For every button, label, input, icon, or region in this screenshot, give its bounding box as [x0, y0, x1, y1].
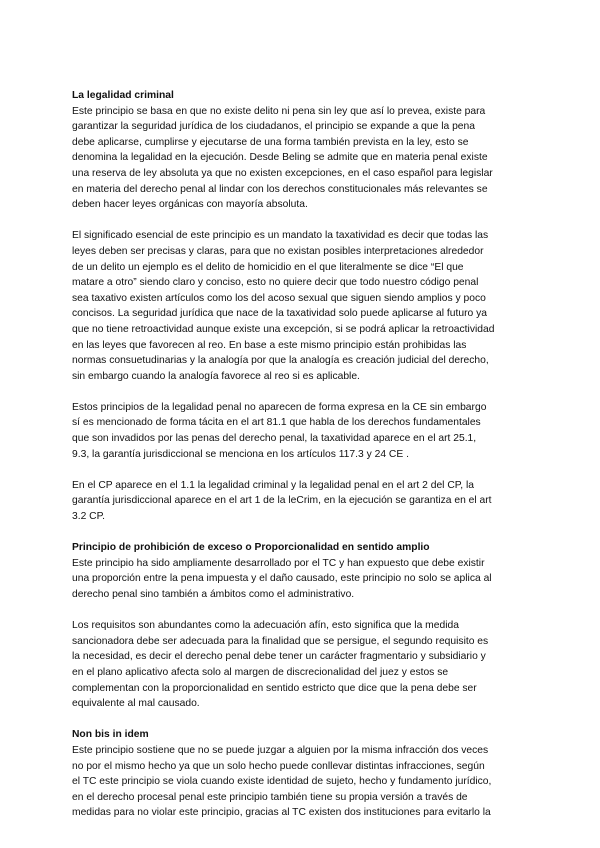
paragraph-line: no por el mismo hecho ya que un solo hecho puede conllevar distintas infracciones, según [72, 760, 485, 772]
paragraph-line: que son invadidos por las penas del derecho penal, la taxatividad aparece en el art 25.1, [72, 433, 477, 445]
paragraph-line: garantía jurisdiccional aparece en el art 1 de la leCrim, en la ejecución se garantiza en el art [72, 495, 492, 507]
body-paragraph [72, 104, 526, 213]
paragraph-line: una reserva de ley absoluta ya que no existen excepciones, en el caso español para legislar [72, 167, 493, 179]
paragraph-line: el TC este principio se viola cuando existe identidad de sujeto, hecho y fundamento jurídico, [72, 776, 492, 788]
body-paragraph [72, 478, 526, 525]
body-paragraph [72, 556, 526, 603]
section-heading: La legalidad criminal [72, 90, 174, 101]
paragraph-line: garantizar la seguridad jurídica de los ciudadanos, el principio se expande a que la pena [72, 121, 475, 133]
paragraph-line: deben hacer leyes orgánicas con mayoría absoluta. [72, 199, 308, 211]
paragraph-line: 9.3, la garantía jurisdiccional se menciona en los artículos 117.3 y 24 CE . [72, 448, 409, 460]
paragraph-line: en materia del derecho penal al lindar con los derechos constitucionales más relevantes se [72, 183, 488, 195]
paragraph-line: equivalente al mal causado. [72, 698, 200, 710]
paragraph-line: sea taxativo existen artículos como los del acoso sexual que siguen siendo amplios y poco [72, 292, 486, 304]
body-paragraph [72, 400, 526, 462]
paragraph-line: debe aplicarse, cumplirse y ejecutarse de una forma también prevista en la ley, esto se [72, 136, 469, 148]
paragraph-line: Este principio se basa en que no existe delito ni pena sin ley que así lo prevea, existe para [72, 105, 486, 117]
paragraph-line: Estos principios de la legalidad penal no aparecen de forma expresa en la CE sin embargo [72, 401, 487, 413]
paragraph-line: derecho penal sino también a ámbitos como el administrativo. [72, 589, 355, 600]
paragraph-line: 3.2 CP. [72, 511, 106, 523]
paragraph-line: sancionadora debe ser adecuada para la finalidad que se persigue, el segundo requisito es [72, 635, 489, 647]
paragraph-line: que no tiene retroactividad aunque existe una excepción, si se podrá aplicar la retroactividad [72, 323, 495, 335]
paragraph-line: concisos. La seguridad jurídica que nace de la taxatividad solo puede aplicarse al futuro ya [72, 308, 487, 320]
paragraph-line: normas consuetudinarias y la analogía por que la analogía es creación judicial del derecho, [72, 355, 489, 367]
paragraph-line: leyes deben ser precisas y claras, para que no existan posibles interpretaciones alrededor [72, 245, 484, 257]
paragraph-line: sí es mencionado de forma tácita en el art 81.1 que habla de los derechos fundamentales [72, 417, 481, 429]
paragraph-line: Este principio sostiene que no se puede juzgar a alguien por la misma infracción dos veces [72, 744, 489, 756]
section-heading: Non bis in idem [72, 729, 149, 741]
paragraph-line: medidas para no violar este principio, gracias al TC existen dos instituciones para evitarlo la [72, 807, 491, 819]
body-paragraph [72, 743, 526, 821]
paragraph-line: Los requisitos son abundantes como la adecuación afín, esto significa que la medida [72, 620, 459, 632]
body-paragraph [72, 618, 526, 712]
paragraph-line: denomina la legalidad en la ejecución. Desde Beling se admite que en materia penal existe [72, 152, 488, 164]
paragraph-line: sin embargo cuando la analogía favorece al reo si es aplicable. [72, 370, 360, 382]
body-paragraph [72, 228, 526, 384]
paragraph-line: una proporción entre la pena impuesta y el daño causado, este principio no solo se aplica al [72, 573, 492, 585]
paragraph-line: en las leyes que favorecen al reo. En base a este mismo principio están prohibidas las [72, 339, 467, 351]
paragraph-line: matare a otro” siendo claro y conciso, esto no quiere decir que todo nuestro código penal [72, 277, 479, 289]
paragraph-line: en el plano aplicativo afecta solo al margen de discrecionalidad del juez y estos se [72, 666, 449, 678]
paragraph-line: Este principio ha sido ampliamente desarrollado por el TC y han expuesto que debe existir [72, 557, 485, 569]
document-page [72, 88, 526, 837]
section-heading: Principio de prohibición de exceso o Proporcionalidad en sentido amplio [72, 542, 430, 554]
paragraph-line: en el derecho procesal penal este principio también tiene su propia versión a través de [72, 791, 468, 803]
paragraph-line: En el CP aparece en el 1.1 la legalidad criminal y la legalidad penal en el art 2 del CP, la [72, 479, 475, 491]
paragraph-line: la necesidad, es decir el derecho penal debe tener un carácter fragmentario y subsidiario y [72, 651, 486, 663]
paragraph-line: de un delito un ejemplo es el delito de homicidio en el que literalmente se dice “El que [72, 261, 464, 273]
paragraph-line: El significado esencial de este principio es un mandato la taxatividad es decir que todas las [72, 230, 489, 242]
paragraph-line: complementan con la proporcionalidad en sentido estricto que dice que la pena debe ser [72, 682, 477, 694]
